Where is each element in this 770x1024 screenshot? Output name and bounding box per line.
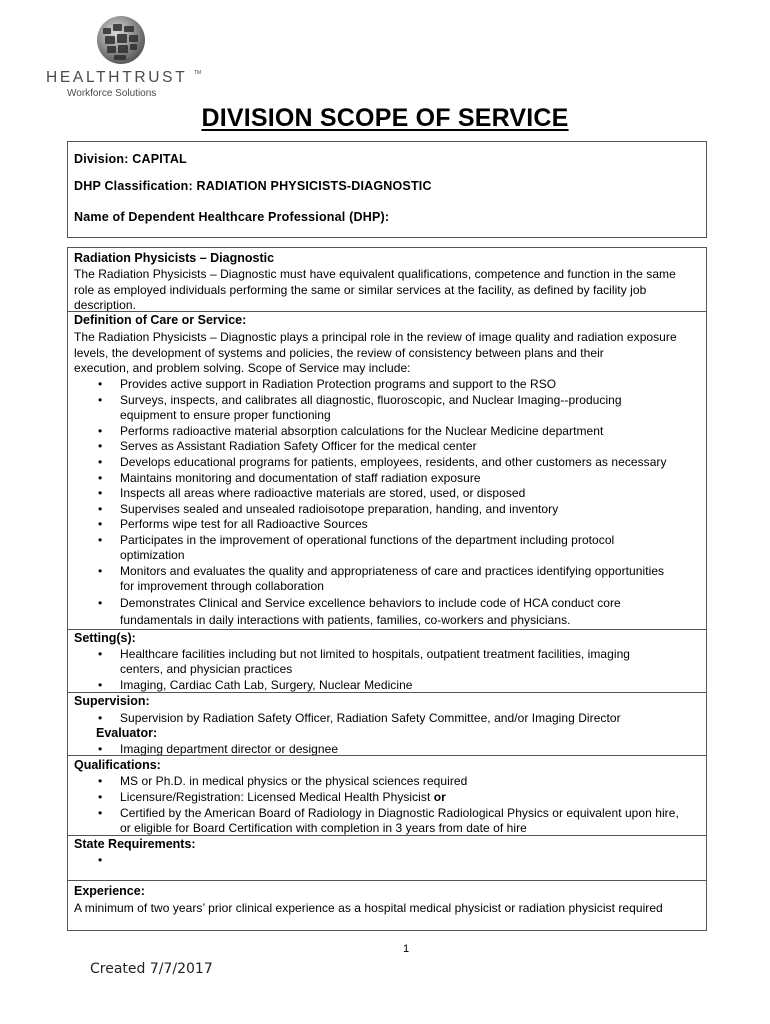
- division-line: Division: CAPITAL: [74, 152, 187, 166]
- evaluator-bullet: Imaging department director or designee: [120, 742, 339, 756]
- section-divider: [68, 880, 706, 881]
- definition-bullet: Surveys, inspects, and calibrates all diagnostic, fluoroscopic, and Nuclear Imaging--producing: [120, 393, 622, 407]
- definition-bullet: Serves as Assistant Radiation Safety Officer for the medical center: [120, 439, 477, 453]
- definition-bullet-cont: fundamentals in daily interactions with patients, families, co-workers and physicians.: [120, 613, 571, 627]
- bullet-icon: •: [98, 711, 103, 725]
- settings-bullet: Imaging, Cardiac Cath Lab, Surgery, Nuclear Medicine: [120, 678, 413, 692]
- header-box: [67, 141, 707, 238]
- page-number: 1: [403, 943, 410, 955]
- section-divider: [68, 629, 706, 630]
- supervision-heading: Supervision:: [74, 694, 150, 708]
- section-divider: [68, 755, 706, 756]
- or-emphasis: or: [433, 790, 446, 804]
- definition-bullet-cont: optimization: [120, 548, 185, 562]
- bullet-icon: •: [98, 790, 103, 804]
- settings-bullet: Healthcare facilities including but not limited to hospitals, outpatient treatment facilities, imaging: [120, 647, 631, 661]
- bullet-icon: •: [98, 596, 103, 610]
- role-text-line: role as employed individuals performing the same or similar services at the facility, as defined by facility job: [74, 283, 647, 297]
- logo-subtitle: Workforce Solutions: [67, 88, 157, 99]
- definition-text-line: execution, and problem solving. Scope of Service may include:: [74, 361, 411, 375]
- bullet-icon: •: [98, 806, 103, 820]
- state-requirements-heading: State Requirements:: [74, 837, 196, 851]
- qualifications-bullet: Certified by the American Board of Radiology in Diagnostic Radiological Physics or equivalent upon hire,: [120, 806, 679, 820]
- bullet-icon: •: [98, 647, 103, 661]
- bullet-icon: •: [98, 439, 103, 453]
- definition-text-line: The Radiation Physicists – Diagnostic plays a principal role in the review of image quality and radiation exposure: [74, 330, 677, 344]
- section-divider: [68, 692, 706, 693]
- bullet-icon: •: [98, 486, 103, 500]
- role-heading: Radiation Physicists – Diagnostic: [74, 251, 275, 265]
- globe-icon: [95, 14, 147, 66]
- definition-bullet: Monitors and evaluates the quality and appropriateness of care and practices identifying opportunities: [120, 564, 665, 578]
- definition-text-line: levels, the development of systems and policies, the review of consistency between plans and their: [74, 346, 604, 360]
- bullet-icon: •: [98, 377, 103, 391]
- bullet-icon: •: [98, 564, 103, 578]
- definition-bullet: Inspects all areas where radioactive materials are stored, used, or disposed: [120, 486, 526, 500]
- definition-bullet: Participates in the improvement of operational functions of the department including protocol: [120, 533, 615, 547]
- role-text-line: description.: [74, 298, 136, 312]
- bullet-icon: •: [98, 517, 103, 531]
- qualifications-bullet: Licensure/Registration: Licensed Medical Health Physicist or: [120, 790, 446, 804]
- definition-heading: Definition of Care or Service:: [74, 313, 247, 327]
- classification-line: DHP Classification: RADIATION PHYSICISTS-DIAGNOSTIC: [74, 179, 432, 193]
- section-divider: [68, 311, 706, 312]
- document-title: DIVISION SCOPE OF SERVICE: [201, 104, 569, 132]
- definition-bullet: Maintains monitoring and documentation of staff radiation exposure: [120, 471, 481, 485]
- definition-bullet: Supervises sealed and unsealed radioisotope preparation, handing, and inventory: [120, 502, 559, 516]
- definition-bullet: Performs wipe test for all Radioactive Sources: [120, 517, 368, 531]
- logo-wordmark: HEALTHTRUST: [46, 69, 188, 86]
- role-text-line: The Radiation Physicists – Diagnostic must have equivalent qualifications, competence and function in the same: [74, 267, 676, 281]
- qualifications-bullet-cont: or eligible for Board Certification with completion in 3 years from date of hire: [120, 821, 527, 835]
- bullet-icon: •: [98, 393, 103, 407]
- experience-text: A minimum of two years’ prior clinical experience as a hospital medical physicist or radiation physicist required: [74, 901, 663, 915]
- bullet-icon: •: [98, 533, 103, 547]
- section-divider: [68, 835, 706, 836]
- qualifications-bullet: MS or Ph.D. in medical physics or the physical sciences required: [120, 774, 468, 788]
- bullet-icon: •: [98, 471, 103, 485]
- definition-bullet: Demonstrates Clinical and Service excellence behaviors to include code of HCA conduct core: [120, 596, 621, 610]
- bullet-icon: •: [98, 853, 103, 867]
- experience-heading: Experience:: [74, 884, 145, 898]
- dhp-name-line: Name of Dependent Healthcare Professional (DHP):: [74, 210, 390, 224]
- definition-bullet: Develops educational programs for patients, employees, residents, and other customers as necessary: [120, 455, 667, 469]
- bullet-icon: •: [98, 742, 103, 756]
- bullet-icon: •: [98, 455, 103, 469]
- bullet-icon: •: [98, 424, 103, 438]
- bullet-icon: •: [98, 678, 103, 692]
- definition-bullet-cont: for improvement through collaboration: [120, 579, 324, 593]
- qualifications-heading: Qualifications:: [74, 758, 161, 772]
- definition-bullet: Performs radioactive material absorption calculations for the Nuclear Medicine department: [120, 424, 604, 438]
- healthtrust-logo: [46, 14, 206, 99]
- bullet-icon: •: [98, 502, 103, 516]
- definition-bullet: Provides active support in Radiation Protection programs and support to the RSO: [120, 377, 557, 391]
- settings-heading: Setting(s):: [74, 631, 136, 645]
- settings-bullet-cont: centers, and physician practices: [120, 662, 293, 676]
- bullet-icon: •: [98, 774, 103, 788]
- supervision-bullet: Supervision by Radiation Safety Officer, Radiation Safety Committee, and/or Imaging Director: [120, 711, 621, 725]
- created-date: Created 7/7/2017: [90, 961, 213, 977]
- evaluator-heading: Evaluator:: [96, 726, 158, 740]
- scope-table: [67, 247, 707, 931]
- logo-trademark: TM: [194, 70, 202, 76]
- definition-bullet-cont: equipment to ensure proper functioning: [120, 408, 331, 422]
